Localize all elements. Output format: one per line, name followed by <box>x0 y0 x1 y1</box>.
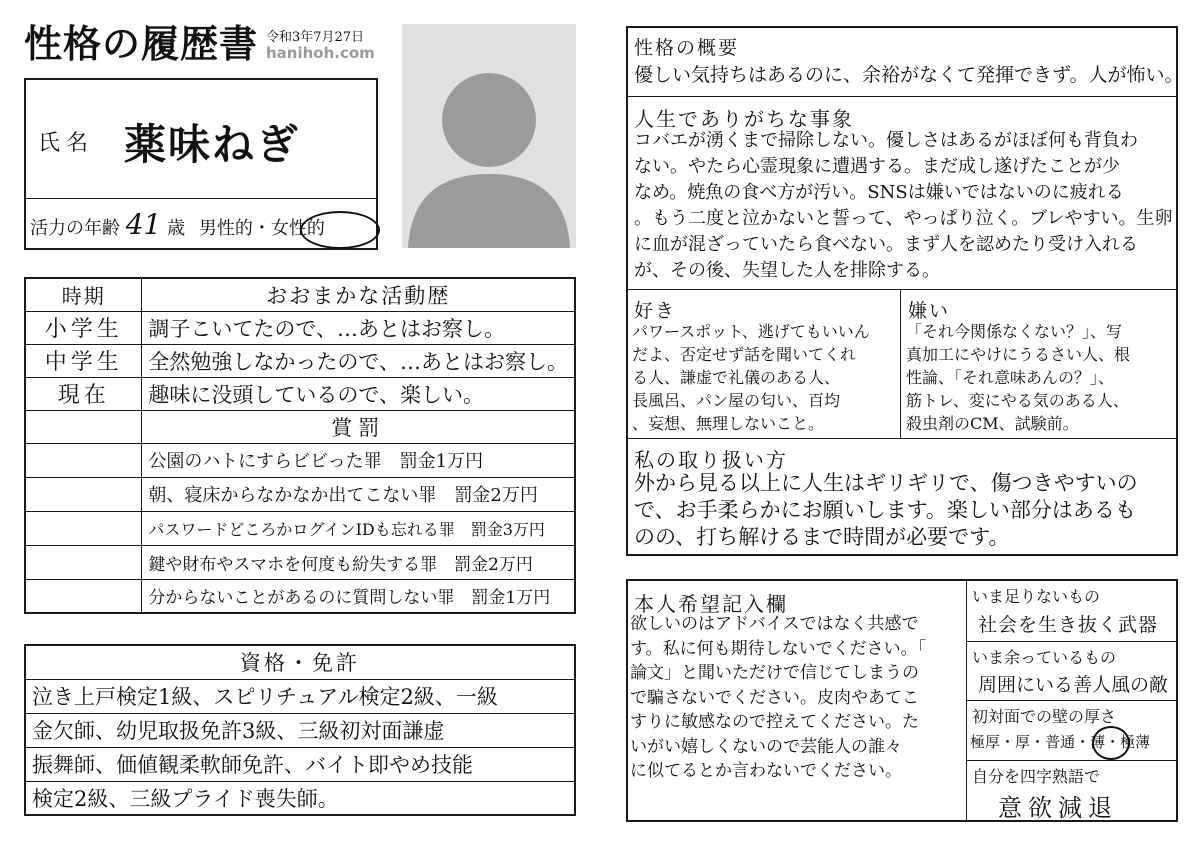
events-line: コバエが湧くまで掃除しない。優しさはあるがほぼ何も背負わ <box>634 130 1138 151</box>
rewards-header: 賞罰 <box>142 410 575 443</box>
events-text <box>634 128 1173 284</box>
gender-separator: ・ <box>252 218 271 239</box>
activity-cell: 全然勉強しなかったので、…あとはお察し。 <box>142 344 575 377</box>
name-label: 氏名 <box>38 131 95 156</box>
wishes-line: す。私に何も期待しないでください。「 <box>630 638 927 659</box>
gender-female-circle <box>300 211 380 249</box>
empty-cell <box>25 410 142 443</box>
list-item <box>25 781 575 815</box>
page-title: 性格の履歴書 <box>24 22 259 66</box>
events-line: に血が混ざっていたら食べない。まず人を認めたり受け入れる <box>634 234 1138 255</box>
dislikes-line: 性論、「それ意味あんの？」、 <box>906 368 1115 387</box>
reward-cell: 朝、寝床からなかなか出てこない罪 罰金2万円 <box>142 477 575 511</box>
age-unit: 歳 <box>167 218 186 239</box>
wall-option-selected: 薄 <box>1090 733 1106 751</box>
date-label: 令和3年7月27日 <box>266 30 365 45</box>
activity-cell: 趣味に没頭しているので、楽しい。 <box>142 377 575 410</box>
surplus-value: 周囲にいる善人風の敵 <box>978 674 1169 696</box>
events-line: 。もう二度と泣かないと誓って、やっぱり泣く。ブレやすい。生卵 <box>634 208 1173 229</box>
lacking-value: 社会を生き抜く武器 <box>978 614 1159 636</box>
license-line: 泣き上戸検定1級、スピリチュアル検定2級、一級 <box>25 679 575 713</box>
wall-option: 厚 <box>1015 733 1031 751</box>
handling-line: のの、打ち解けるまで時間が必要です。 <box>634 525 1010 549</box>
dislikes-text <box>906 320 1130 435</box>
wall-selected-circle <box>1092 726 1130 760</box>
col-period-header: 時期 <box>25 278 142 311</box>
wishes-line: に似てるとか言わないでください。 <box>630 761 902 781</box>
wall-option: 極薄 <box>1120 733 1151 751</box>
list-item <box>25 747 575 781</box>
likes-line: 長風呂、パン屋の匂い、百均 <box>632 391 841 410</box>
period-cell: 中学生 <box>25 344 142 377</box>
reward-cell: 分からないことがあるのに質問しない罪 罰金1万円 <box>142 579 575 613</box>
empty-cell <box>25 511 142 545</box>
dislikes-label: 嫌い <box>908 300 951 322</box>
dislikes-line: 殺虫剤のCM、試験前。 <box>906 414 1079 433</box>
overview-text: 優しい気持ちはあるのに、余裕がなくて発揮できず。人が怖い。 <box>634 64 1184 86</box>
activity-table <box>24 277 576 614</box>
idiom-label: 自分を四字熟語で <box>972 767 1101 786</box>
likes-line: だよ、否定せず話を聞いてくれ <box>632 345 857 364</box>
table-row <box>25 477 575 511</box>
list-item <box>25 679 575 713</box>
lacking-label: いま足りないもの <box>972 587 1101 606</box>
likes-line: 、妄想、無理しないこと。 <box>632 414 825 433</box>
events-line: なめ。焼魚の食べ方が汚い。SNSは嫌いではないのに疲れる <box>634 182 1124 203</box>
reward-cell: 公園のハトにすらビビった罪 罰金1万円 <box>142 443 575 477</box>
wishes-line: で騙さないでください。皮肉やあてこ <box>630 687 919 708</box>
photo-box <box>402 24 576 248</box>
activity-cell: 調子こいてたので、…あとはお察し。 <box>142 311 575 344</box>
idiom-value: 意欲減退 <box>998 794 1118 822</box>
empty-cell <box>25 579 142 613</box>
reward-cell: パスワードどころかログインIDも忘れる罪 罰金3万円 <box>142 511 575 545</box>
licenses-table <box>24 644 576 816</box>
empty-cell <box>25 477 142 511</box>
age-value: 41 <box>125 208 162 241</box>
dislikes-line: 「それ今関係なくない？」、写 <box>906 322 1123 341</box>
likes-line: る人、謙虚で礼儀のある人、 <box>632 368 841 387</box>
table-row <box>25 344 575 377</box>
table-row <box>25 311 575 344</box>
site-label: hanihoh.com <box>266 44 375 62</box>
table-row <box>25 579 575 613</box>
empty-cell <box>25 545 142 579</box>
handling-line: 外から見る以上に人生はギリギリで、傷つきやすいの <box>634 471 1138 495</box>
dislikes-line: 筋トレ、変にやる気のある人、 <box>906 391 1129 410</box>
likes-label: 好き <box>634 300 677 322</box>
empty-cell <box>25 443 142 477</box>
wall-options: 極厚・厚・普通・薄・極薄 <box>970 733 1151 751</box>
handling-text <box>634 470 1138 551</box>
wishes-line: 欲しいのはアドバイスではなく共感で <box>630 614 919 634</box>
gender-female: 女性的 <box>270 218 325 239</box>
wishes-line: すりに敏感なので控えてください。た <box>630 712 919 732</box>
events-line: が、その後、失望した人を排除する。 <box>634 260 940 281</box>
events-label: 人生でありがちな事象 <box>634 107 854 131</box>
wishes-line: 論文」と聞いただけで信じてしまうの <box>630 663 919 683</box>
license-line: 金欠師、幼児取扱免許3級、三級初対面謙虚 <box>25 713 575 747</box>
events-line: ない。やたら心霊現象に遭遇する。まだ成し遂げたことが少 <box>634 156 1120 177</box>
table-row <box>25 545 575 579</box>
likes-text <box>632 320 870 435</box>
age-row <box>30 210 325 244</box>
table-row <box>25 511 575 545</box>
license-line: 振舞師、価値観柔軟師免許、バイト即やめ技能 <box>25 747 575 781</box>
wall-option: 極厚 <box>970 733 1001 751</box>
table-row <box>25 377 575 410</box>
wishes-label: 本人希望記入欄 <box>634 592 788 616</box>
age-label: 活力の年齢 <box>30 218 120 239</box>
likes-line: パワースポット、逃げてもいいん <box>632 322 870 341</box>
handling-line: で、お手柔らかにお願いします。楽しい部分はあるも <box>634 498 1136 522</box>
list-item <box>25 713 575 747</box>
licenses-title: 資格・免許 <box>25 645 575 679</box>
wishes-line: いがい嬉しくないので芸能人の誰々 <box>630 736 902 757</box>
wishes-text <box>630 612 926 784</box>
license-line: 検定2級、三級プライド喪失師。 <box>25 781 575 815</box>
wall-label: 初対面での壁の厚さ <box>972 707 1117 726</box>
reward-cell: 鍵や財布やスマホを何度も紛失する罪 罰金2万円 <box>142 545 575 579</box>
person-name: 薬味ねぎ <box>124 120 301 169</box>
dislikes-line: 真加工にやけにうるさい人、根 <box>906 345 1131 364</box>
gender-male: 男性的 <box>198 218 253 239</box>
col-activity-header: おおまかな活動歴 <box>142 278 575 311</box>
surplus-label: いま余っているもの <box>972 648 1117 667</box>
avatar-silhouette-icon <box>402 24 576 248</box>
overview-label: 性格の概要 <box>634 37 740 59</box>
handling-label: 私の取り扱い方 <box>634 448 788 472</box>
wall-option: 普通 <box>1045 733 1076 751</box>
table-row <box>25 443 575 477</box>
period-cell: 小学生 <box>25 311 142 344</box>
period-cell: 現在 <box>25 377 142 410</box>
